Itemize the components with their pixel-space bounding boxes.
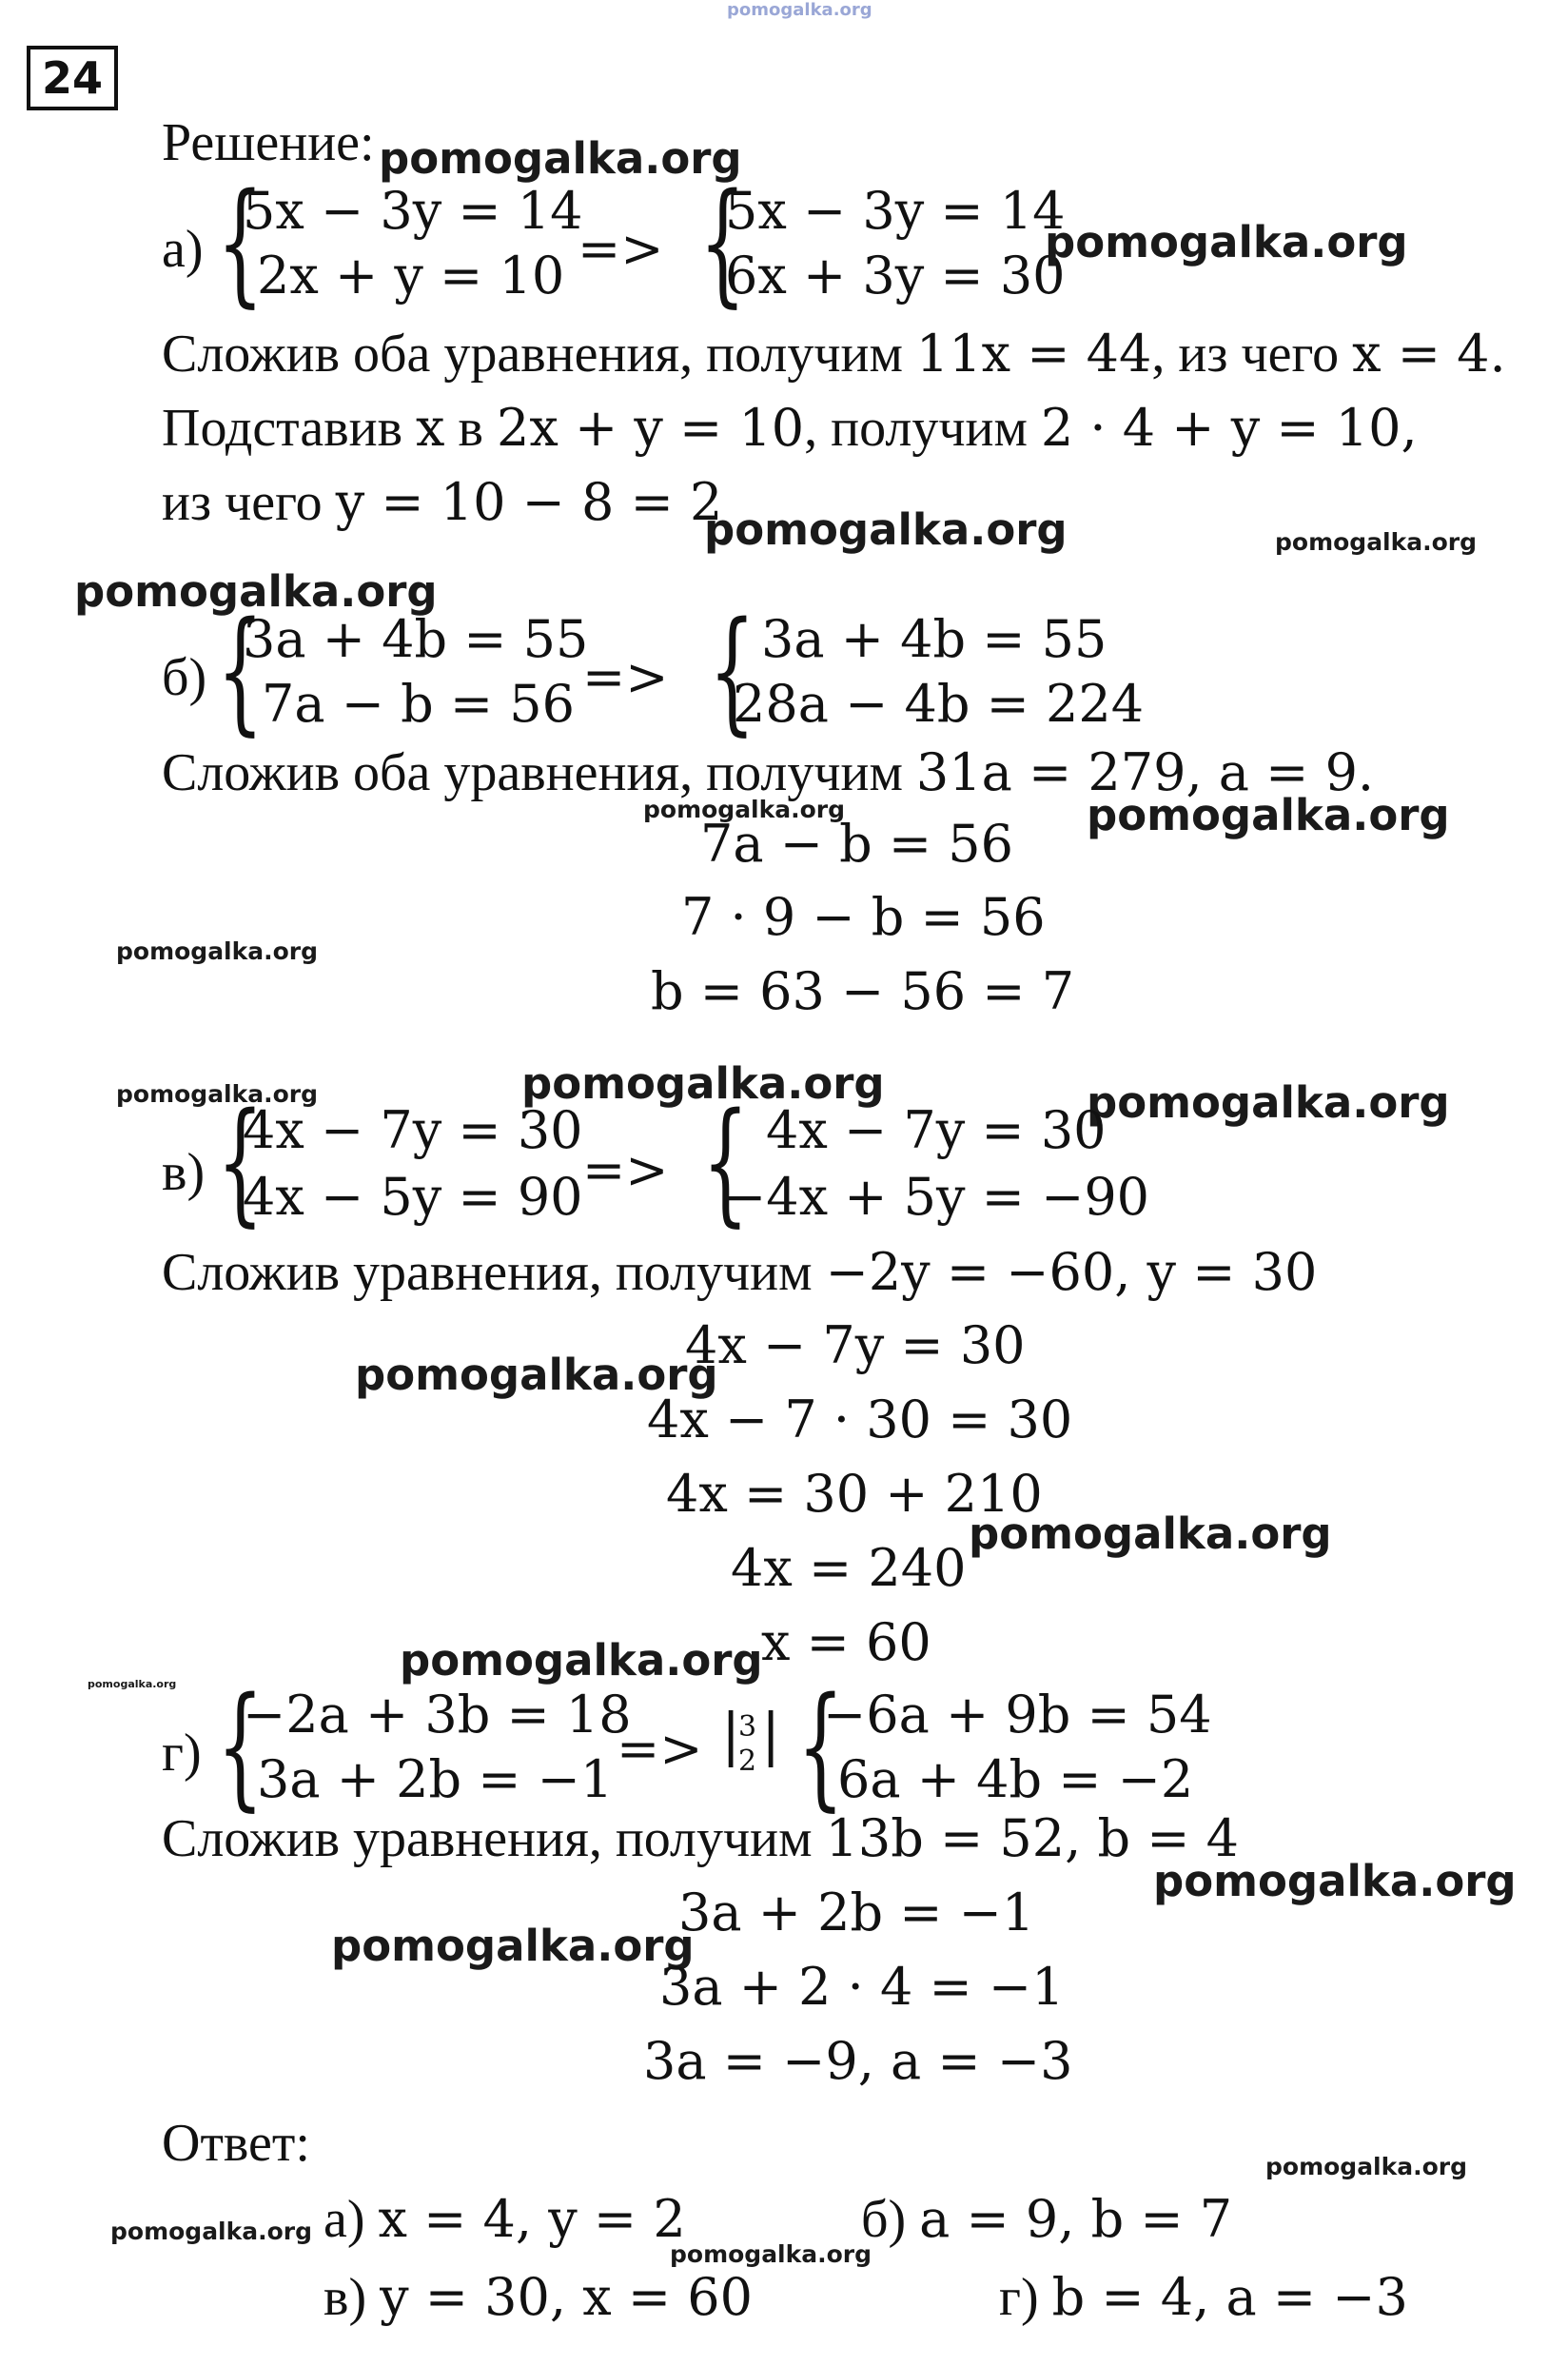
answer-g	[999, 2267, 1408, 2328]
answer-v-label: в)	[323, 2268, 367, 2327]
implies-arrow: =>	[578, 219, 664, 279]
text: из чего	[162, 473, 336, 532]
part-a-substitute-line	[162, 398, 1418, 459]
part-b-system1-line2: 7a − b = 56	[262, 674, 575, 734]
part-a-result-line	[162, 472, 722, 533]
watermark: pomogalka.org	[1275, 528, 1478, 556]
answer-a	[323, 2189, 686, 2250]
watermark: pomogalka.org	[355, 1350, 718, 1400]
part-b-label: б)	[162, 648, 207, 707]
equation: y = 10 − 8 = 2	[335, 472, 723, 532]
part-a-sum-line	[162, 324, 1506, 384]
watermark: pomogalka.org	[643, 796, 846, 823]
part-g-eq3: 3a = −9, a = −3	[643, 2031, 1073, 2091]
part-b-eq3: b = 63 − 56 = 7	[651, 961, 1075, 1021]
left-brace: {	[797, 1669, 844, 1824]
equation: 2x + y = 10	[496, 398, 805, 458]
watermark: pomogalka.org	[379, 133, 742, 184]
variable: x	[416, 398, 445, 458]
left-brace: {	[709, 594, 755, 749]
solution-label: Решение:	[162, 113, 375, 172]
part-a-system2-line2: 6x + 3y = 30	[725, 246, 1066, 306]
part-a-system2-line1: 5x − 3y = 14	[725, 181, 1066, 241]
top-watermark: pomogalka.org	[727, 0, 872, 20]
answer-b-value: a = 9, b = 7	[919, 2189, 1233, 2249]
part-g-system1-line1: −2a + 3b = 18	[243, 1685, 632, 1745]
part-v-eq3: 4x = 30 + 210	[666, 1464, 1043, 1524]
watermark: pomogalka.org	[1265, 2153, 1468, 2180]
text: , из чего	[1151, 325, 1353, 384]
watermark: pomogalka.org	[88, 1678, 177, 1690]
part-v-eq1: 4x − 7y = 30	[685, 1315, 1026, 1375]
part-v-label: в)	[162, 1143, 206, 1202]
part-v-system2-line2: −4x + 5y = −90	[723, 1167, 1150, 1227]
part-g-eq1: 3a + 2b = −1	[678, 1883, 1035, 1942]
watermark: pomogalka.org	[1087, 1077, 1450, 1128]
left-brace: {	[699, 166, 746, 321]
watermark: pomogalka.org	[969, 1508, 1332, 1559]
answer-g-value: b = 4, a = −3	[1051, 2267, 1408, 2327]
part-g-eq2: 3a + 2 · 4 = −1	[659, 1957, 1065, 2017]
left-brace: {	[702, 1085, 749, 1240]
part-a-system1-line2: 2x + y = 10	[257, 246, 565, 306]
answer-g-label: г)	[999, 2268, 1039, 2327]
equation: −2y = −60, y = 30	[825, 1242, 1318, 1302]
watermark: pomogalka.org	[1045, 217, 1408, 267]
watermark: pomogalka.org	[116, 1080, 319, 1108]
multiplier-bottom: 2	[738, 1745, 757, 1778]
equation: 11x = 44	[915, 324, 1152, 384]
watermark: pomogalka.org	[670, 2240, 872, 2268]
multiplier-top: 3	[738, 1710, 757, 1744]
part-g-system2-line1: −6a + 9b = 54	[823, 1685, 1212, 1745]
problem-number: 24	[27, 46, 118, 110]
multiplier-bar-right: |	[761, 1702, 781, 1768]
part-g-sum-line	[162, 1808, 1239, 1869]
equation: 13b = 52, b = 4	[825, 1808, 1239, 1868]
left-brace: {	[217, 1085, 264, 1240]
left-brace: {	[217, 166, 264, 321]
part-v-eq2: 4x − 7 · 30 = 30	[647, 1390, 1073, 1449]
left-brace: {	[217, 594, 264, 749]
part-v-system1-line1: 4x − 7y = 30	[243, 1100, 583, 1160]
part-v-system1-line2: 4x − 5y = 90	[243, 1167, 583, 1227]
implies-arrow: =>	[617, 1719, 703, 1779]
part-b-system1-line1: 3a + 4b = 55	[243, 609, 589, 669]
answer-label: Ответ:	[162, 2114, 310, 2173]
text: Сложив оба уравнения, получим	[162, 325, 916, 384]
part-b-system2-line1: 3a + 4b = 55	[761, 609, 1107, 669]
left-brace: {	[217, 1669, 264, 1824]
answer-a-label: а)	[323, 2190, 365, 2249]
watermark: pomogalka.org	[331, 1921, 695, 1971]
text: Подставив	[162, 399, 417, 458]
part-b-eq1: 7a − b = 56	[700, 814, 1013, 874]
part-g-system1-line2: 3a + 2b = −1	[257, 1749, 614, 1809]
part-a-system1-line1: 5x − 3y = 14	[243, 181, 583, 241]
part-b-system2-line2: 28a − 4b = 224	[733, 674, 1145, 734]
text: Сложив оба уравнения, получим	[162, 743, 916, 802]
watermark: pomogalka.org	[400, 1635, 763, 1686]
answer-v-value: y = 30, x = 60	[380, 2267, 753, 2327]
watermark: pomogalka.org	[74, 566, 438, 617]
equation: 2 · 4 + y = 10,	[1040, 398, 1418, 458]
answer-a-value: x = 4, y = 2	[378, 2189, 686, 2249]
part-a-label: а)	[162, 220, 204, 279]
text: Сложив уравнения, получим	[162, 1809, 826, 1868]
text: Сложив уравнения, получим	[162, 1243, 826, 1302]
watermark: pomogalka.org	[521, 1058, 885, 1109]
multiplier-bar-left: |	[721, 1702, 741, 1768]
watermark: pomogalka.org	[1153, 1856, 1517, 1906]
implies-arrow: =>	[582, 647, 669, 707]
part-v-eq5: x = 60	[761, 1612, 931, 1672]
answer-v	[323, 2267, 753, 2328]
equation: 31a = 279, a = 9.	[915, 742, 1375, 802]
answer-b-label: б)	[861, 2190, 907, 2249]
text: , получим	[804, 399, 1041, 458]
watermark: pomogalka.org	[110, 2218, 313, 2245]
part-v-eq4: 4x = 240	[731, 1538, 967, 1598]
part-g-system2-line2: 6a + 4b = −2	[837, 1749, 1194, 1809]
watermark: pomogalka.org	[1087, 790, 1450, 840]
watermark: pomogalka.org	[704, 504, 1068, 555]
part-g-label: г)	[162, 1724, 202, 1783]
implies-arrow: =>	[582, 1140, 669, 1200]
text: в	[444, 399, 497, 458]
equation: x = 4.	[1352, 324, 1506, 384]
part-b-eq2: 7 · 9 − b = 56	[681, 887, 1046, 947]
part-v-sum-line	[162, 1242, 1317, 1303]
answer-b	[861, 2189, 1232, 2250]
part-v-system2-line1: 4x − 7y = 30	[766, 1100, 1107, 1160]
watermark: pomogalka.org	[116, 937, 319, 965]
